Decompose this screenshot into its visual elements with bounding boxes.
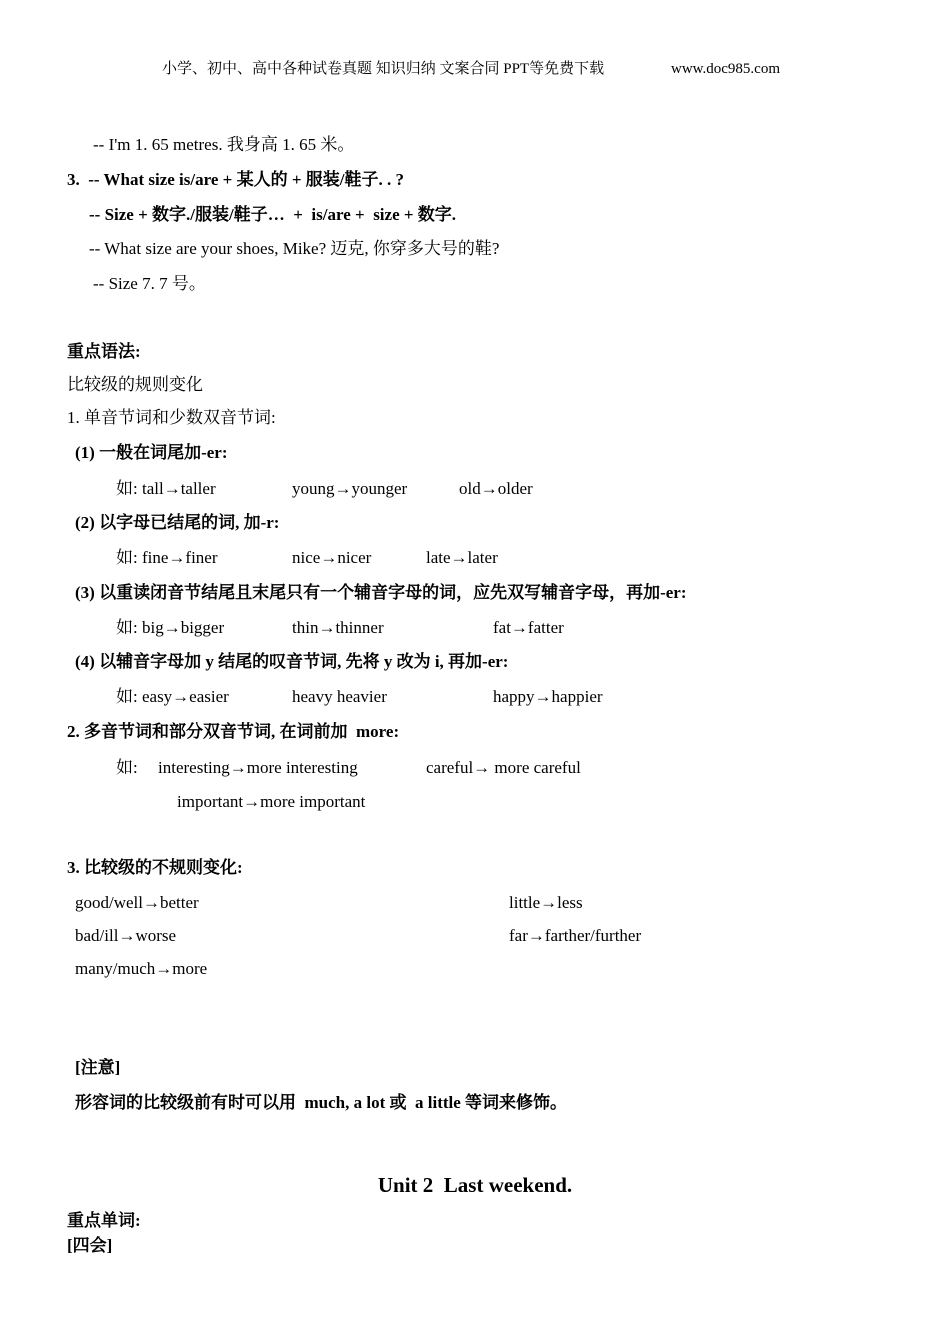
example-item: heavy heavier bbox=[292, 687, 387, 706]
example-item: nice→nicer bbox=[292, 548, 372, 567]
note-label: [注意] bbox=[75, 1058, 121, 1077]
example-item: fat→fatter bbox=[493, 618, 564, 637]
note-text: 形容词的比较级前有时可以用 much, a lot 或 a little 等词来修饰。 bbox=[75, 1093, 568, 1112]
rule-1-4: (4) 以辅音字母加 y 结尾的叹音节词, 先将 y 改为 i, 再加-er: bbox=[75, 652, 509, 671]
example-item: careful→ more careful bbox=[426, 758, 581, 777]
rule-1: 1. 单音节词和少数双音节词: bbox=[67, 408, 276, 427]
irregular-item: good/well→better bbox=[75, 893, 199, 912]
unit-title: Unit 2 Last weekend. bbox=[377, 1173, 573, 1197]
example-item: 如: fine→finer bbox=[116, 548, 218, 567]
rule-1-1: (1) 一般在词尾加-er: bbox=[75, 443, 228, 462]
header-url[interactable]: www.doc985.com bbox=[671, 61, 781, 77]
example-question: -- What size are your shoes, Mike? 迈克, 你穿多大号的鞋? bbox=[89, 239, 500, 258]
example-item: interesting→more interesting bbox=[158, 758, 358, 777]
example-item: 如: easy→easier bbox=[116, 687, 229, 706]
example-item: thin→thinner bbox=[292, 618, 384, 637]
grammar-topic: 比较级的规则变化 bbox=[67, 375, 203, 394]
example-item: young→younger bbox=[292, 479, 408, 498]
irregular-item: little→less bbox=[509, 893, 583, 912]
rule-1-2: (2) 以字母已结尾的词, 加-r: bbox=[75, 513, 280, 532]
rule-2: 2. 多音节词和部分双音节词, 在词前加 more: bbox=[67, 722, 400, 741]
example-answer: -- Size 7. 7 号。 bbox=[93, 274, 206, 293]
grammar-heading: 重点语法: bbox=[67, 342, 141, 361]
header-text: 小学、初中、高中各种试卷真题 知识归纳 文案合同 PPT等免费下载 bbox=[162, 61, 605, 77]
q3-answer-pattern: -- Size + 数字./服装/鞋子… + is/are + size + 数字. bbox=[89, 205, 457, 224]
vocab-heading: 重点单词: bbox=[67, 1211, 141, 1230]
height-answer: -- I'm 1. 65 metres. 我身高 1. 65 米。 bbox=[93, 135, 355, 154]
vocab-level: [四会] bbox=[67, 1236, 113, 1255]
irregular-item: bad/ill→worse bbox=[75, 926, 177, 945]
example-item: late→later bbox=[426, 548, 498, 567]
example-item: old→older bbox=[459, 479, 533, 498]
irregular-item: far→farther/further bbox=[509, 926, 642, 945]
example-item: important→more important bbox=[177, 792, 366, 811]
example-item: 如: big→bigger bbox=[116, 618, 225, 637]
example-item: happy→happier bbox=[493, 687, 603, 706]
irregular-item: many/much→more bbox=[75, 959, 208, 978]
rule-1-3: (3) 以重读闭音节结尾且末尾只有一个辅音字母的词，应先双写辅音字母，再加-er: bbox=[75, 583, 687, 602]
example-item: 如: bbox=[116, 758, 138, 777]
q3-pattern: 3. -- What size is/are + 某人的 + 服装/鞋子. . ? bbox=[67, 170, 405, 189]
rule-3: 3. 比较级的不规则变化: bbox=[67, 858, 243, 877]
example-item: 如: tall→taller bbox=[116, 479, 216, 498]
